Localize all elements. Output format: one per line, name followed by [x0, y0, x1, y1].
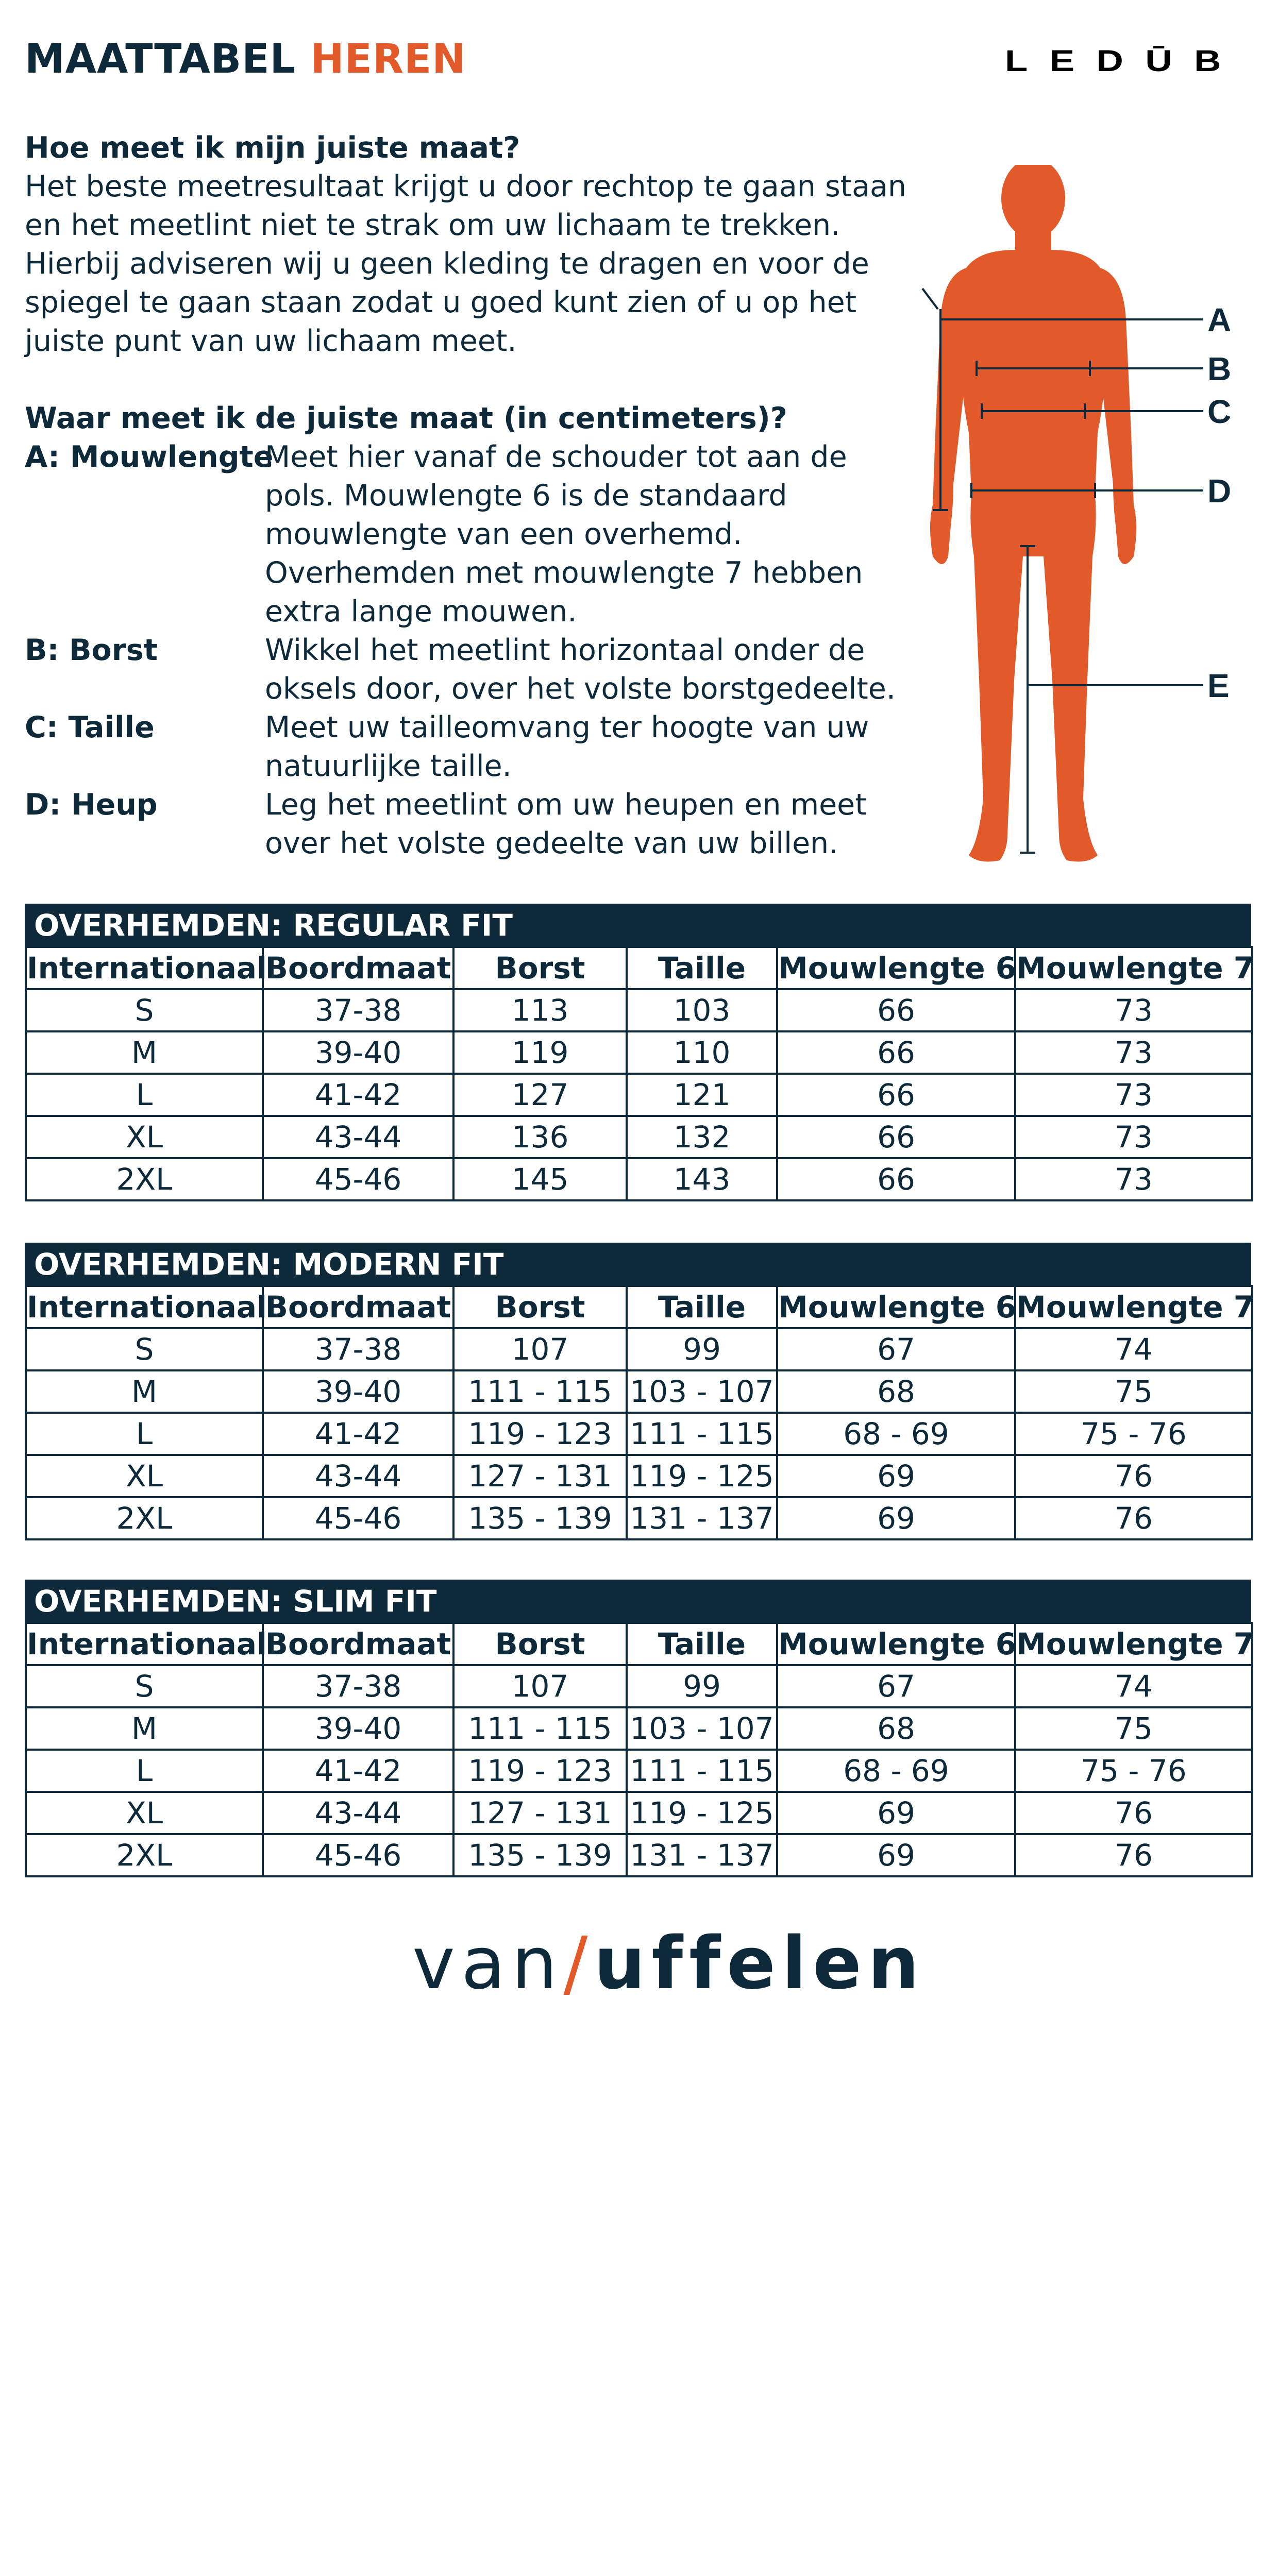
table-cell: 67	[777, 1665, 1015, 1707]
table-cell: 45-46	[263, 1158, 453, 1200]
table-cell: 143	[627, 1158, 777, 1200]
table-cell: 39-40	[263, 1031, 453, 1074]
measure-label: B: Borst	[25, 633, 158, 667]
table-cell: 75 - 76	[1015, 1750, 1252, 1792]
table-row	[26, 1455, 1252, 1497]
table-header-row	[26, 1623, 1252, 1665]
size-table	[25, 1285, 1253, 1540]
table-cell: 103 - 107	[627, 1707, 777, 1750]
table-cell: M	[26, 1031, 263, 1074]
column-header: Mouwlengte 7	[1015, 1286, 1252, 1328]
table-cell: 69	[777, 1455, 1015, 1497]
table-row	[26, 1792, 1252, 1834]
table-cell: 37-38	[263, 1665, 453, 1707]
table-cell: 74	[1015, 1328, 1252, 1370]
table-cell: 107	[453, 1328, 627, 1370]
table-cell: 69	[777, 1834, 1015, 1876]
table-cell: 43-44	[263, 1792, 453, 1834]
label-a: A	[1207, 301, 1232, 338]
table-cell: 127 - 131	[453, 1455, 627, 1497]
table-cell: 45-46	[263, 1834, 453, 1876]
measure-label: D: Heup	[25, 788, 158, 822]
table-cell: 39-40	[263, 1370, 453, 1413]
table-cell: 111 - 115	[627, 1413, 777, 1455]
table-cell: 75	[1015, 1707, 1252, 1750]
table-cell: 41-42	[263, 1074, 453, 1116]
table-cell: 69	[777, 1792, 1015, 1834]
table-cell: 37-38	[263, 1328, 453, 1370]
table-cell: S	[26, 1665, 263, 1707]
measure-row-a	[25, 438, 911, 631]
table-cell: 119 - 123	[453, 1750, 627, 1792]
measure-text: Meet uw tailleomvang ter hoogte van uw natuurlijke taille.	[265, 710, 869, 783]
table-cell: S	[26, 1328, 263, 1370]
page-title-accent: HEREN	[310, 36, 466, 82]
table-row	[26, 1074, 1252, 1116]
table-cell: M	[26, 1370, 263, 1413]
table-row	[26, 1031, 1252, 1074]
table-cell: 76	[1015, 1497, 1252, 1539]
table-title: OVERHEMDEN: REGULAR FIT	[25, 904, 1251, 946]
ledub-logo-text: LEDŪB	[1005, 44, 1243, 78]
measure-row-c	[25, 708, 911, 786]
label-c: C	[1207, 393, 1232, 430]
table-cell: 66	[777, 989, 1015, 1031]
table-cell: 74	[1015, 1665, 1252, 1707]
label-d: D	[1207, 472, 1232, 510]
column-header: Mouwlengte 7	[1015, 947, 1252, 989]
table-row	[26, 1328, 1252, 1370]
measure-heading: Waar meet ik de juiste maat (in centimeters)?	[25, 401, 787, 435]
table-cell: 66	[777, 1031, 1015, 1074]
table-row	[26, 1116, 1252, 1158]
table-cell: 43-44	[263, 1455, 453, 1497]
table-cell: 135 - 139	[453, 1834, 627, 1876]
table-cell: 73	[1015, 1074, 1252, 1116]
table-cell: 75 - 76	[1015, 1413, 1252, 1455]
table-cell: 99	[627, 1665, 777, 1707]
table-cell: 110	[627, 1031, 777, 1074]
table-row	[26, 1707, 1252, 1750]
table-cell: 127 - 131	[453, 1792, 627, 1834]
table-cell: S	[26, 989, 263, 1031]
table-row	[26, 1370, 1252, 1413]
table-cell: 127	[453, 1074, 627, 1116]
label-b: B	[1207, 350, 1232, 387]
column-header: Mouwlengte 7	[1015, 1623, 1252, 1665]
body-figure	[917, 165, 1252, 871]
intro-heading: Hoe meet ik mijn juiste maat?	[25, 131, 520, 165]
table-cell: 68 - 69	[777, 1750, 1015, 1792]
logo-part-van: van	[412, 1922, 564, 2006]
measure-text: Wikkel het meetlint horizontaal onder de oksels door, over het volste borstgedeelte.	[265, 633, 896, 706]
table-cell: 119	[453, 1031, 627, 1074]
table-cell: 111 - 115	[627, 1750, 777, 1792]
column-header: Mouwlengte 6	[777, 1286, 1015, 1328]
measure-text: Meet hier vanaf de schouder tot aan de pols. Mouwlengte 6 is de standaard mouwlengte van een overhemd. Overhemden met mouwlengte 7 hebben extra lange mouwen.	[265, 440, 863, 629]
size-table	[25, 1622, 1253, 1877]
table-cell: 45-46	[263, 1497, 453, 1539]
table-cell: 41-42	[263, 1413, 453, 1455]
table-row	[26, 989, 1252, 1031]
table-cell: 43-44	[263, 1116, 453, 1158]
table-cell: 99	[627, 1328, 777, 1370]
table-cell: 131 - 137	[627, 1497, 777, 1539]
table-cell: 66	[777, 1116, 1015, 1158]
table-cell: 66	[777, 1158, 1015, 1200]
measure-letters	[1207, 301, 1231, 704]
table-cell: 135 - 139	[453, 1497, 627, 1539]
table-cell: XL	[26, 1792, 263, 1834]
table-cell: 131 - 137	[627, 1834, 777, 1876]
table-cell: 2XL	[26, 1158, 263, 1200]
van-uffelen-logo	[412, 1922, 926, 2006]
measure-label: A: Mouwlengte	[25, 440, 274, 474]
table-cell: 132	[627, 1116, 777, 1158]
table-cell: 113	[453, 989, 627, 1031]
table-row	[26, 1665, 1252, 1707]
table-cell: L	[26, 1074, 263, 1116]
table-cell: 67	[777, 1328, 1015, 1370]
table-cell: 73	[1015, 1031, 1252, 1074]
regular-fit-table	[25, 904, 1255, 1201]
table-cell: 145	[453, 1158, 627, 1200]
table-cell: XL	[26, 1455, 263, 1497]
table-cell: 76	[1015, 1455, 1252, 1497]
measure-label: C: Taille	[25, 710, 155, 744]
table-cell: 103 - 107	[627, 1370, 777, 1413]
column-header: Mouwlengte 6	[777, 1623, 1015, 1665]
column-header: Boordmaat	[263, 1623, 453, 1665]
ledub-logo	[1005, 42, 1247, 78]
table-cell: 2XL	[26, 1834, 263, 1876]
table-cell: 37-38	[263, 989, 453, 1031]
column-header: Borst	[453, 1286, 627, 1328]
column-header: Mouwlengte 6	[777, 947, 1015, 989]
table-header-row	[26, 1286, 1252, 1328]
column-header: Boordmaat	[263, 1286, 453, 1328]
table-cell: 76	[1015, 1792, 1252, 1834]
logo-part-uffelen: uffelen	[594, 1922, 926, 2006]
table-cell: 103	[627, 989, 777, 1031]
table-cell: 111 - 115	[453, 1707, 627, 1750]
intro-paragraph: Het beste meetresultaat krijgt u door rechtop te gaan staan en het meetlint niet te strak om uw lichaam te trekken. Hierbij adviseren wij u geen kleding te dragen en voor de spiegel te gaan staan zodat u goed kunt zien of u op het juiste punt van uw lichaam meet.	[25, 170, 907, 358]
table-row	[26, 1158, 1252, 1200]
table-cell: 39-40	[263, 1707, 453, 1750]
table-title: OVERHEMDEN: SLIM FIT	[25, 1580, 1251, 1622]
table-cell: 121	[627, 1074, 777, 1116]
measure-text: Leg het meetlint om uw heupen en meet over het volste gedeelte van uw billen.	[265, 788, 867, 860]
column-header: Internationaal	[26, 947, 263, 989]
table-cell: 2XL	[26, 1497, 263, 1539]
table-cell: L	[26, 1750, 263, 1792]
column-header: Taille	[627, 1623, 777, 1665]
measure-row-d	[25, 786, 911, 863]
table-cell: 68	[777, 1707, 1015, 1750]
page-title-main: MAATTABEL	[25, 36, 296, 82]
table-row	[26, 1750, 1252, 1792]
label-e: E	[1207, 667, 1230, 704]
column-header: Internationaal	[26, 1623, 263, 1665]
body-silhouette	[930, 165, 1136, 861]
intro-section	[25, 129, 932, 863]
table-cell: 66	[777, 1074, 1015, 1116]
table-header-row	[26, 947, 1252, 989]
table-cell: 75	[1015, 1370, 1252, 1413]
table-cell: XL	[26, 1116, 263, 1158]
table-cell: 68 - 69	[777, 1413, 1015, 1455]
column-header: Boordmaat	[263, 947, 453, 989]
table-title: OVERHEMDEN: MODERN FIT	[25, 1243, 1251, 1285]
table-cell: 111 - 115	[453, 1370, 627, 1413]
measure-row-b	[25, 631, 911, 708]
column-header: Internationaal	[26, 1286, 263, 1328]
table-cell: M	[26, 1707, 263, 1750]
table-cell: 119 - 125	[627, 1455, 777, 1497]
page-title	[25, 36, 466, 82]
table-row	[26, 1834, 1252, 1876]
table-cell: 41-42	[263, 1750, 453, 1792]
slim-fit-table	[25, 1580, 1255, 1877]
table-cell: L	[26, 1413, 263, 1455]
table-cell: 136	[453, 1116, 627, 1158]
table-cell: 73	[1015, 1116, 1252, 1158]
table-row	[26, 1413, 1252, 1455]
table-cell: 107	[453, 1665, 627, 1707]
table-cell: 73	[1015, 989, 1252, 1031]
table-row	[26, 1497, 1252, 1539]
column-header: Borst	[453, 947, 627, 989]
column-header: Borst	[453, 1623, 627, 1665]
table-cell: 76	[1015, 1834, 1252, 1876]
table-cell: 73	[1015, 1158, 1252, 1200]
table-cell: 119 - 125	[627, 1792, 777, 1834]
logo-slash: /	[563, 1922, 594, 2006]
size-table	[25, 946, 1253, 1201]
column-header: Taille	[627, 947, 777, 989]
column-header: Taille	[627, 1286, 777, 1328]
table-cell: 119 - 123	[453, 1413, 627, 1455]
table-cell: 68	[777, 1370, 1015, 1413]
table-cell: 69	[777, 1497, 1015, 1539]
modern-fit-table	[25, 1243, 1255, 1540]
